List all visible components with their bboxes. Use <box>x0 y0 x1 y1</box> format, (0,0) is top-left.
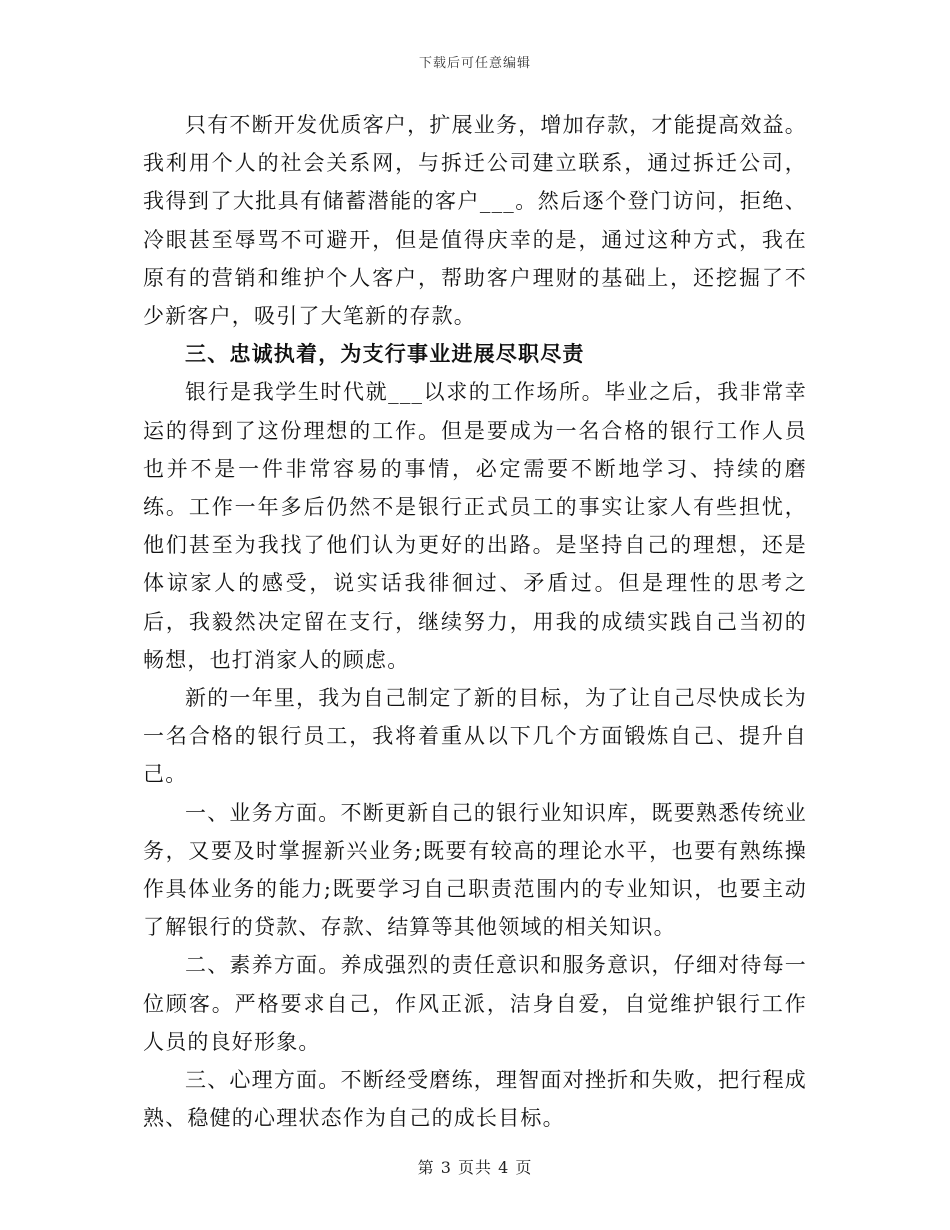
paragraph-career-choice: 银行是我学生时代就___以求的工作场所。毕业之后，我非常幸运的得到了这份理想的工作。但是要成为一名合格的银行工作人员也并不是一件非常容易的事情，必定需要不断地学习、持续的磨练。工作一年多后仍然不是银行正式员工的事实让家人有些担忧，他们甚至为我找了他们认为更好的出路。是坚持自己的理想，还是体谅家人的感受，说实话我徘徊过、矛盾过。但是理性的思考之后，我毅然决定留在支行，继续努力，用我的成绩实践自己当初的畅想，也打消家人的顾虑。 <box>143 380 807 672</box>
section-heading-loyalty: 三、忠诚执着，为支行事业进展尽职尽责 <box>185 341 585 367</box>
page-number-footer: 第 3 页共 4 页 <box>417 1158 533 1177</box>
paragraph-customer-development: 只有不断开发优质客户，扩展业务，增加存款，才能提高效益。我利用个人的社会关系网，与拆迁公司建立联系，通过拆迁公司，我得到了大批具有储蓄潜能的客户___。然后逐个登门访问，拒绝、冷眼甚至辱骂不可避开，但是值得庆幸的是，通过这种方式，我在原有的营销和维护个人客户，帮助客户理财的基础上，还挖掘了不少新客户，吸引了大笔新的存款。 <box>143 113 807 329</box>
paragraph-new-year-goals: 新的一年里，我为自己制定了新的目标，为了让自己尽快成长为一名合格的银行员工，我将着重从以下几个方面锻炼自己、提升自己。 <box>143 686 807 787</box>
paragraph-business-aspect: 一、业务方面。不断更新自己的银行业知识库，既要熟悉传统业务，又要及时掌握新兴业务;既要有较高的理论水平，也要有熟练操作具体业务的能力;既要学习自己职责范围内的专业知识，也要主动了解银行的贷款、存款、结算等其他领域的相关知识。 <box>143 800 807 940</box>
paragraph-psychology-aspect: 三、心理方面。不断经受磨练，理智面对挫折和失败，把行程成熟、稳健的心理状态作为自己的成长目标。 <box>143 1068 807 1131</box>
paragraph-quality-aspect: 二、素养方面。养成强烈的责任意识和服务意识，仔细对待每一位顾客。严格要求自己，作风正派，洁身自爱，自觉维护银行工作人员的良好形象。 <box>143 953 807 1054</box>
document-body <box>143 106 807 1137</box>
page-header: 下载后可任意编辑 <box>418 56 531 71</box>
